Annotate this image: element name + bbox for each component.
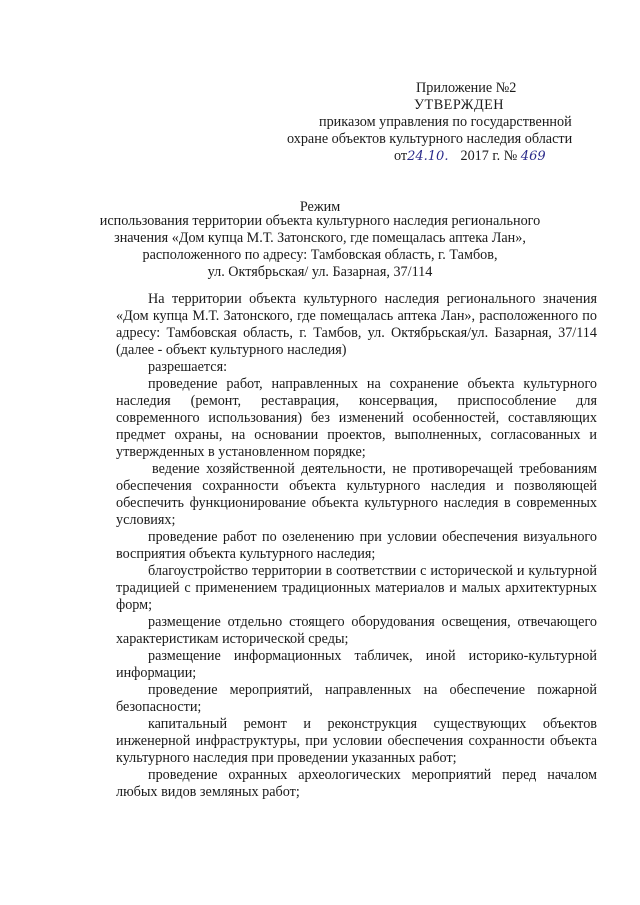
title-subline-1: использования территории объекта культурного наследия регионального [99,213,541,229]
allowed-item: проведение работ по озеленению при условии обеспечения визуального восприятия объекта культурного наследия; [116,529,597,562]
allowed-item: ведение хозяйственной деятельности, не противоречащей требованиям обеспечения сохранности объекта культурного наследия и позволяющей обеспечить функционирование объекта культурного наследия в современных условиях; [116,461,597,528]
title-subline-3: расположенного по адресу: Тамбовская область, г. Тамбов, [142,247,498,263]
date-year: 2017 г. № [460,148,518,164]
order-reference-line-2: охране объектов культурного наследия области [287,131,573,147]
document-body [116,291,597,801]
order-date-line [394,148,546,165]
allowed-item: размещение отдельно стоящего оборудования освещения, отвечающего характеристикам исторической среды; [116,614,597,647]
handwritten-date: 24.10. [407,149,449,164]
approved-stamp-text: УТВЕРЖДЕН [414,97,505,113]
allowed-item: проведение работ, направленных на сохранение объекта культурного наследия (ремонт, реставрация, консервация, приспособление для современного использования) без изменений особенностей, составляющих предмет охраны, на основании проектов, выполненных, согласованных и утвержденных в установленном порядке; [116,376,597,460]
title-subline-4: ул. Октябрьская/ ул. Базарная, 37/114 [207,264,433,280]
allowed-label: разрешается: [148,359,228,375]
document-title: Режим [299,199,341,215]
appendix-number: Приложение №2 [416,80,517,96]
title-subline-2: значения «Дом купца М.Т. Затонского, где помещалась аптека Лан», [114,230,526,246]
date-prefix: от [394,148,408,164]
order-reference-line-1: приказом управления по государственной [319,114,572,130]
allowed-item: благоустройство территории в соответствии с исторической и культурной традицией с применением традиционных материалов и малых архитектурных форм; [116,563,597,613]
allowed-item: капитальный ремонт и реконструкция существующих объектов инженерной инфраструктуры, при условии обеспечения сохранности объекта культурного наследия при проведении указанных работ; [116,716,597,766]
allowed-item: размещение информационных табличек, иной историко-культурной информации; [116,648,597,681]
allowed-item: проведение охранных археологических мероприятий перед началом любых видов земляных работ; [116,767,597,800]
allowed-item: проведение мероприятий, направленных на обеспечение пожарной безопасности; [116,682,597,715]
intro-paragraph: На территории объекта культурного наследия регионального значения «Дом купца М.Т. Затонского, где помещалась аптека Лан», расположенного по адресу: Тамбовская область, г. Тамбов, ул. Октябрьская/ул. Базарная, 37/114 (далее - объект культурного наследия) [116,291,597,358]
handwritten-order-number: 469 [520,149,546,164]
